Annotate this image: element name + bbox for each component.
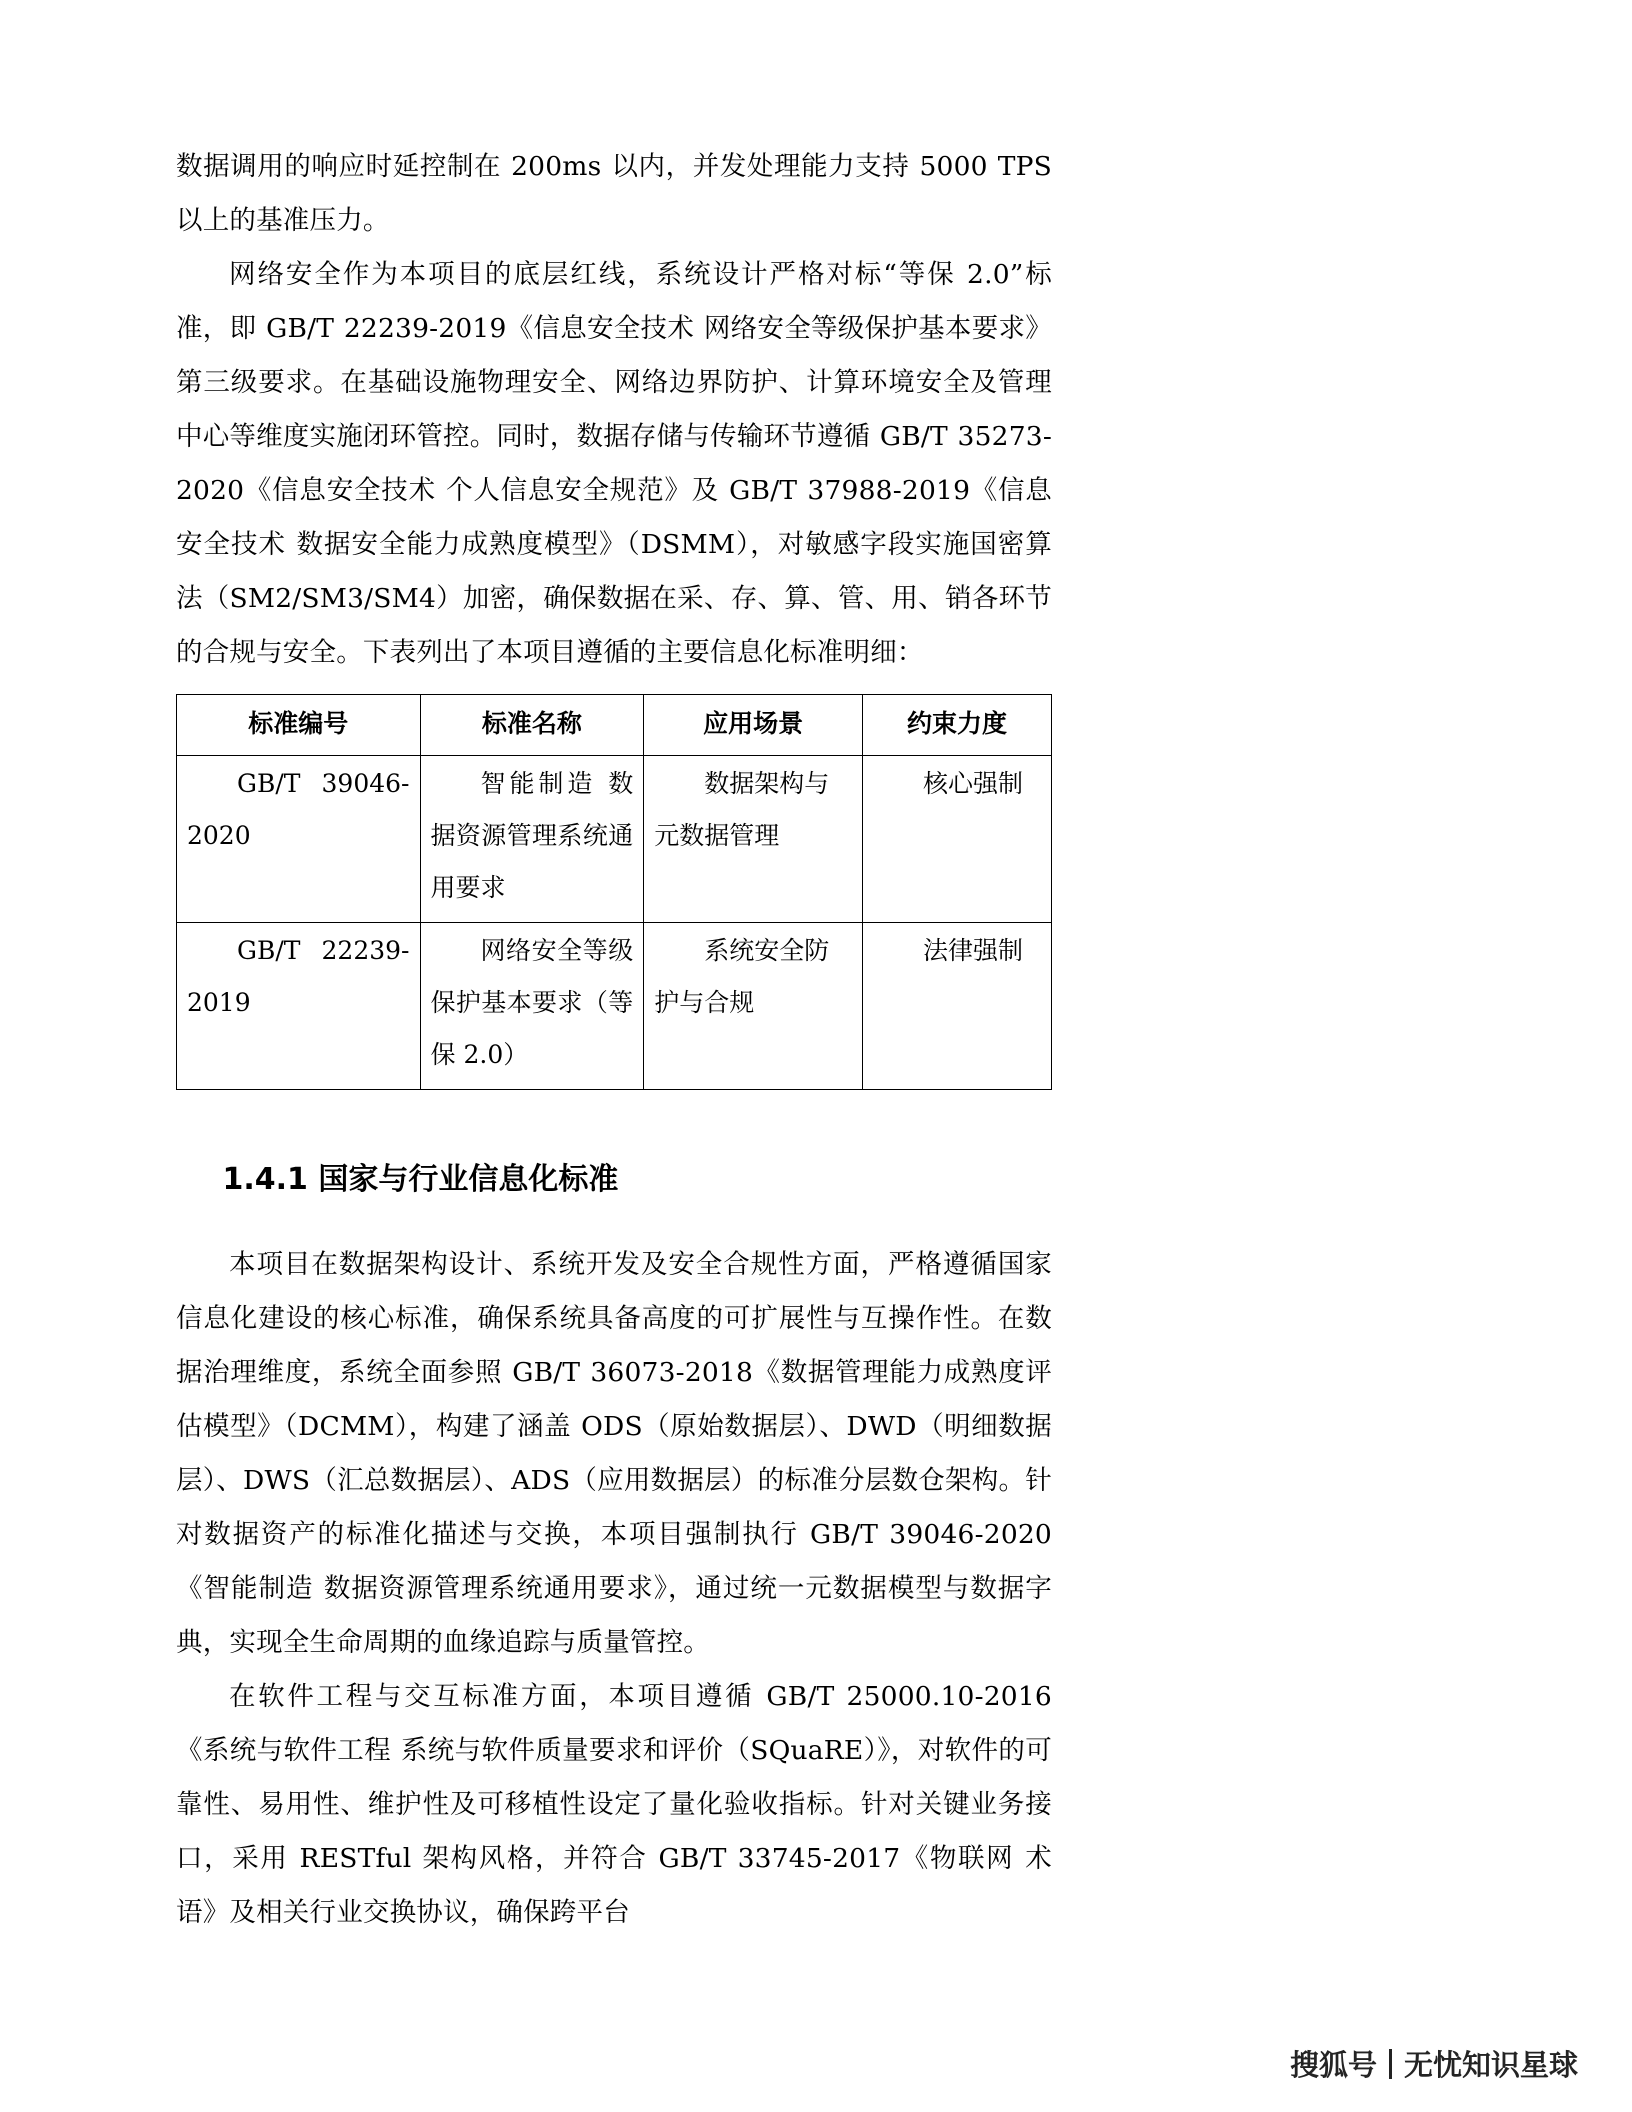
watermark-separator-icon: [1389, 2049, 1392, 2079]
watermark-name: 无忧知识星球: [1403, 2048, 1578, 2082]
paragraph-software-engineering-standards: 在软件工程与交互标准方面，本项目遵循 GB/T 25000.10-2016《系统与软件工程 系统与软件质量要求和评价（SQuaRE）》，对软件的可靠性、易用性、维护性及可移植性设定了量化验收指标。针对关键业务接口，采用 RESTful 架构风格，并符合 GB/T 33745-2017《物联网 术语》及相关行业交换协议，确保跨平台: [176, 1681, 1052, 1928]
cell-standard-name: 智能制造 数据资源管理系统通用要求: [420, 756, 644, 923]
spacer-before-heading: [176, 1090, 1052, 1158]
standards-table: [176, 694, 1052, 1090]
cell-application-scenario: 数据架构与元数据管理: [644, 756, 863, 923]
table-row: [177, 756, 1052, 923]
cell-constraint-level: 法律强制: [862, 923, 1051, 1090]
paragraph-response-latency: 数据调用的响应时延控制在 200ms 以内，并发处理能力支持 5000 TPS 以上的基准压力。: [176, 151, 1052, 236]
table-header-standard-number: 标准编号: [177, 695, 421, 756]
cell-constraint-level: 核心强制: [862, 756, 1051, 923]
cell-standard-number: GB/T 39046-2020: [177, 756, 421, 923]
table-header-application-scenario: 应用场景: [644, 695, 863, 756]
cell-standard-name: 网络安全等级保护基本要求（等保 2.0）: [420, 923, 644, 1090]
document-body: [176, 140, 1052, 1940]
section-heading-1-4-1: 1.4.1 国家与行业信息化标准: [222, 1162, 619, 1197]
spacer-after-heading: [176, 1202, 1052, 1238]
table-header-constraint-level: 约束力度: [862, 695, 1051, 756]
cell-application-scenario: 系统安全防护与合规: [644, 923, 863, 1090]
paragraph-network-security: 网络安全作为本项目的底层红线，系统设计严格对标“等保 2.0”标准，即 GB/T 22239-2019《信息安全技术 网络安全等级保护基本要求》第三级要求。在基础设施物理安全、网络边界防护、计算环境安全及管理中心等维度实施闭环管控。同时，数据存储与传输环节遵循 GB/T 35273-2020《信息安全技术 个人信息安全规范》及 GB/T 37988-2019《信息安全技术 数据安全能力成熟度模型》（DSMM），对敏感字段实施国密算法（SM2/SM3/SM4）加密，确保数据在采、存、算、管、用、销各环节的合规与安全。下表列出了本项目遵循的主要信息化标准明细：: [176, 259, 1052, 668]
cell-standard-number: GB/T 22239-2019: [177, 923, 421, 1090]
table-row: [177, 923, 1052, 1090]
table-header-standard-name: 标准名称: [420, 695, 644, 756]
watermark: [1290, 2043, 1578, 2084]
paragraph-data-architecture-standards: 本项目在数据架构设计、系统开发及安全合规性方面，严格遵循国家信息化建设的核心标准，确保系统具备高度的可扩展性与互操作性。在数据治理维度，系统全面参照 GB/T 36073-2018《数据管理能力成熟度评估模型》（DCMM），构建了涵盖 ODS（原始数据层）、DWD（明细数据层）、DWS（汇总数据层）、ADS（应用数据层）的标准分层数仓架构。针对数据资产的标准化描述与交换，本项目强制执行 GB/T 39046-2020《智能制造 数据资源管理系统通用要求》，通过统一元数据模型与数据字典，实现全生命周期的血缘追踪与质量管控。: [176, 1249, 1052, 1658]
watermark-prefix: 搜狐号: [1289, 2048, 1377, 2082]
table-header-row: [177, 695, 1052, 756]
